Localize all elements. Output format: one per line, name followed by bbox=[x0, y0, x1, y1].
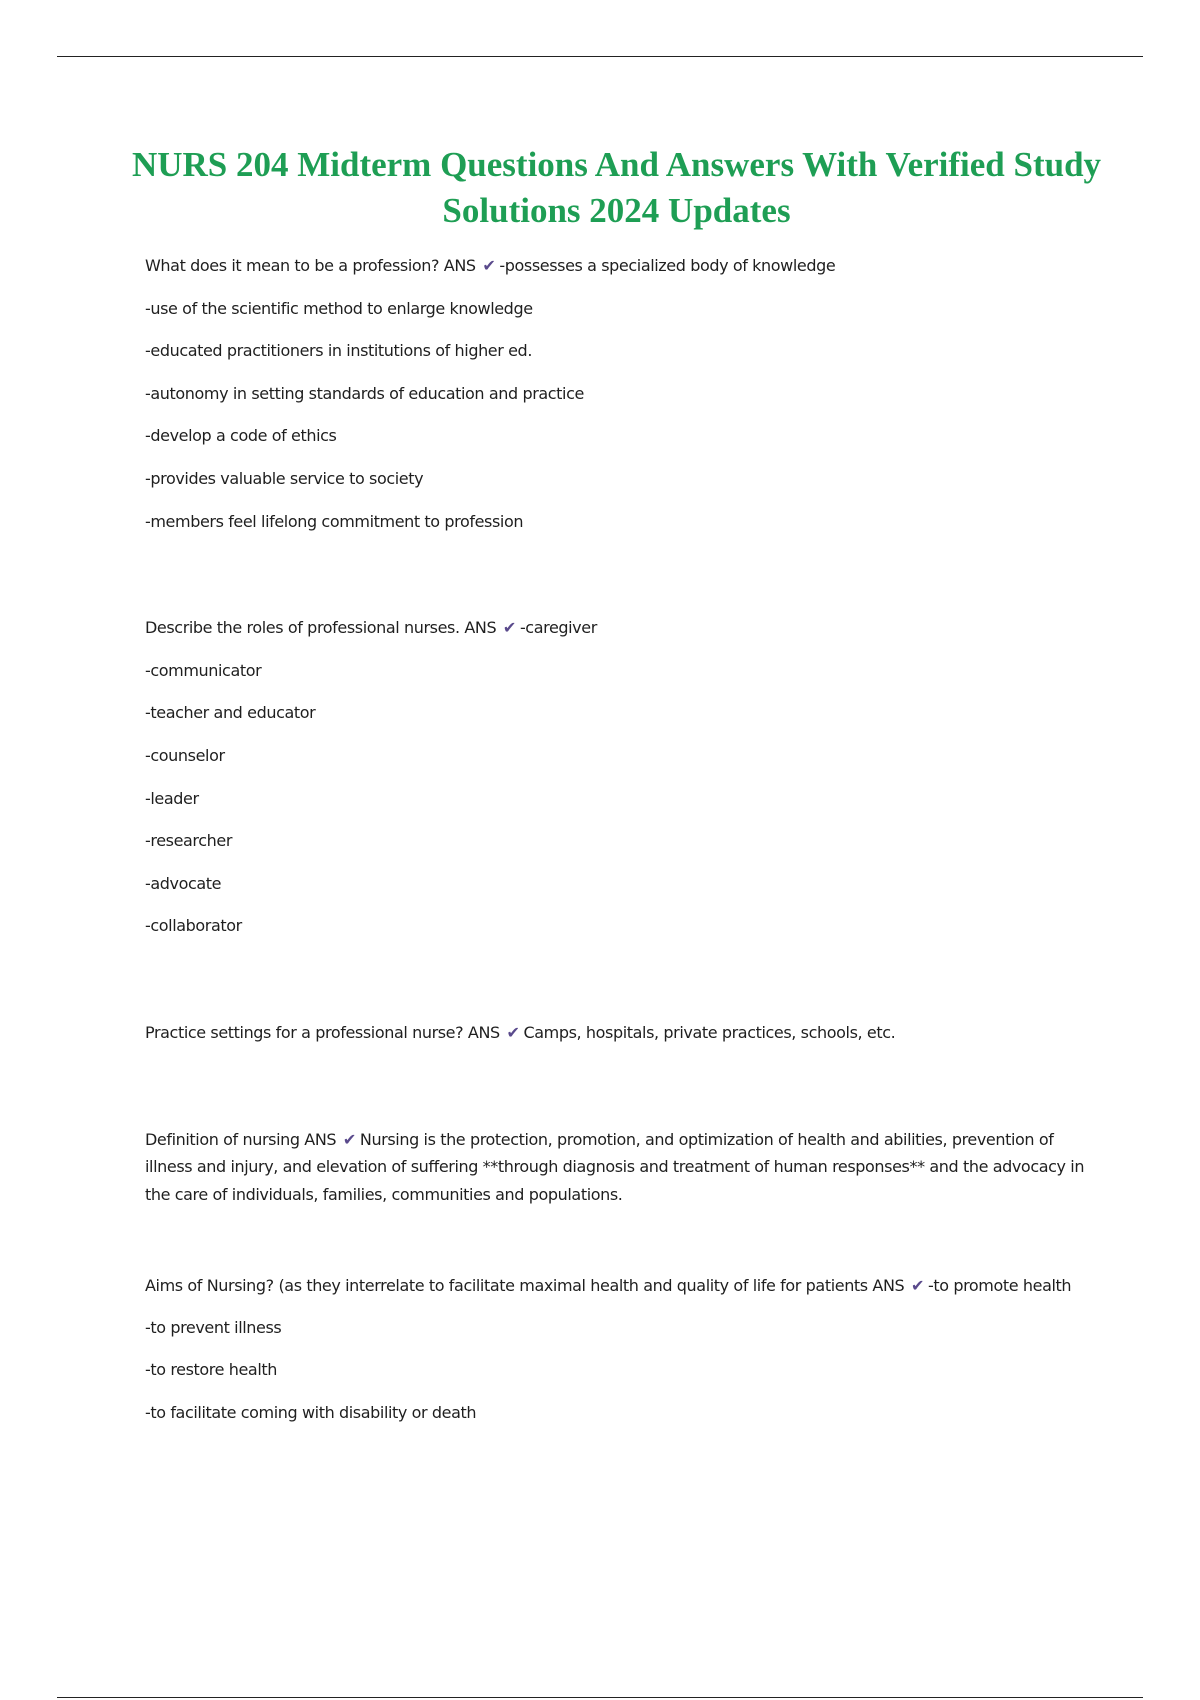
checkmark-icon: ✔ bbox=[502, 618, 516, 638]
answer-line: -develop a code of ethics bbox=[145, 426, 337, 446]
qa-item-practice-settings bbox=[145, 1019, 1095, 1062]
checkmark-icon: ✔ bbox=[342, 1129, 356, 1149]
question-text: Describe the roles of professional nurses. ANS bbox=[145, 618, 497, 638]
question-line bbox=[145, 1272, 1095, 1300]
answer-line: -autonomy in setting standards of education and practice bbox=[145, 383, 584, 403]
question-line bbox=[145, 1019, 1095, 1062]
question-line bbox=[145, 252, 1095, 295]
answer-text: Camps, hospitals, private practices, schools, etc. bbox=[523, 1022, 896, 1042]
answer-line: -use of the scientific method to enlarge knowledge bbox=[145, 298, 533, 318]
qa-item-definition bbox=[145, 1126, 1095, 1209]
checkmark-icon: ✔ bbox=[506, 1022, 520, 1042]
answer-text: Nursing is the protection, promotion, and optimization of health and abilities, prevention of illness and injury, and elevation of suffering **through diagnosis and treatment of human responses** and the advocacy in the care of individuals, families, communities and populations. bbox=[145, 1129, 1085, 1204]
answer-line: -provides valuable service to society bbox=[145, 468, 424, 488]
answer-line: -researcher bbox=[145, 831, 233, 851]
question-text: Definition of nursing ANS bbox=[145, 1129, 337, 1149]
checkmark-icon: ✔ bbox=[482, 256, 496, 275]
question-text: Aims of Nursing? (as they interrelate to facilitate maximal health and quality of life for patients ANS bbox=[145, 1276, 905, 1295]
question-line bbox=[145, 1126, 1095, 1209]
bottom-rule bbox=[57, 1697, 1143, 1698]
answer-line: -educated practitioners in institutions of higher ed. bbox=[145, 341, 533, 361]
answer-line: -teacher and educator bbox=[145, 703, 316, 723]
answer-text: -possesses a specialized body of knowledge bbox=[499, 256, 836, 275]
answer-line: -to prevent illness bbox=[145, 1317, 282, 1337]
answer-line: -collaborator bbox=[145, 916, 242, 936]
question-line bbox=[145, 614, 1095, 657]
answer-line: -counselor bbox=[145, 745, 225, 765]
document-body bbox=[145, 252, 1095, 1505]
answer-line: -communicator bbox=[145, 660, 262, 680]
answer-text: -to promote health bbox=[928, 1276, 1072, 1295]
qa-item-profession bbox=[145, 252, 1095, 550]
top-rule bbox=[57, 56, 1143, 57]
answer-line: -leader bbox=[145, 788, 199, 808]
answer-text: -caregiver bbox=[519, 618, 597, 638]
answer-line: -to facilitate coming with disability or death bbox=[145, 1402, 477, 1422]
checkmark-icon: ✔ bbox=[911, 1276, 925, 1295]
question-text: What does it mean to be a profession? ANS bbox=[145, 256, 476, 275]
document-title: NURS 204 Midterm Questions And Answers With Verified Study Solutions 2024 Updates bbox=[131, 145, 1102, 230]
question-text: Practice settings for a professional nurse? ANS bbox=[145, 1022, 500, 1042]
qa-item-aims bbox=[145, 1272, 1095, 1441]
answer-line: -to restore health bbox=[145, 1360, 277, 1380]
answer-line: -advocate bbox=[145, 873, 222, 893]
qa-item-roles bbox=[145, 614, 1095, 955]
answer-line: -members feel lifelong commitment to profession bbox=[145, 511, 524, 531]
